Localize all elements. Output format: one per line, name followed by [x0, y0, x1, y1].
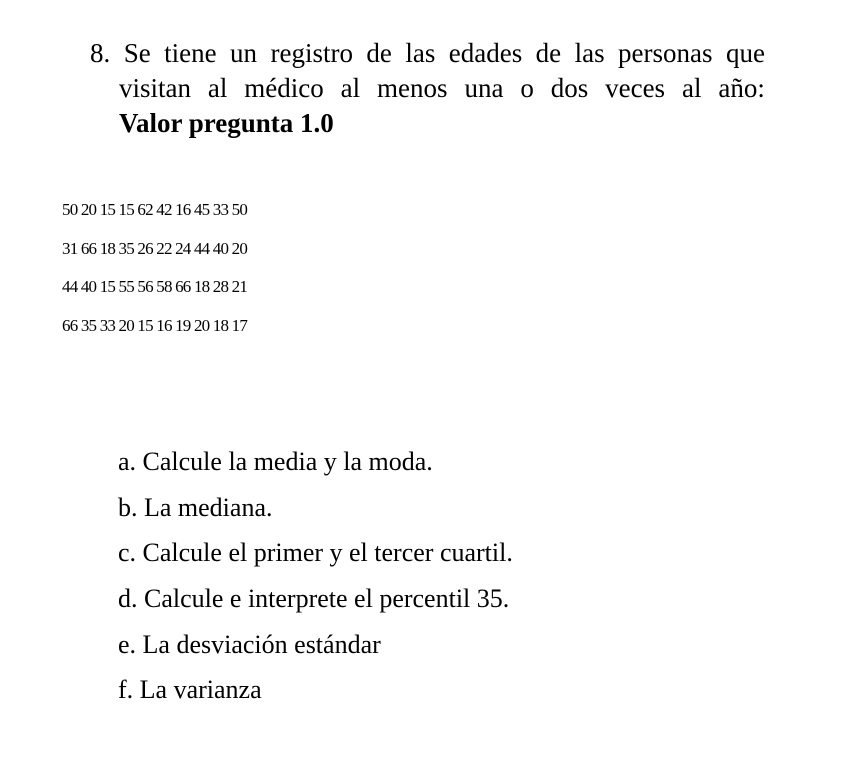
sub-question-a: a. Calcule la media y la moda.: [118, 447, 433, 476]
question-word: de: [535, 38, 562, 68]
question-word: las: [574, 38, 605, 68]
question-number: 8.: [90, 38, 111, 68]
question-word: visitan: [119, 73, 191, 103]
question-word: que: [725, 38, 765, 68]
sub-question-f: f. La varianza: [118, 675, 262, 705]
question-word: al: [340, 73, 361, 103]
question-block: [90, 36, 765, 141]
ages-data-list: [62, 200, 247, 354]
sub-question-b: b. La mediana.: [118, 492, 273, 522]
question-word: año:: [718, 73, 765, 103]
question-word: las: [405, 38, 436, 68]
ages-data-row: 50 20 15 15 62 42 16 45 33 50: [62, 200, 248, 219]
question-word: dos: [550, 73, 589, 103]
question-line-1: [90, 36, 765, 71]
question-word: de: [366, 38, 392, 68]
question-word: una: [464, 73, 504, 103]
question-word: tiene: [164, 38, 217, 68]
question-word: Se: [123, 38, 151, 68]
question-word: un: [230, 38, 258, 68]
sub-question-d: d. Calcule e interprete el percentil 35.: [118, 584, 510, 614]
question-word: personas: [618, 38, 713, 68]
question-word: registro: [270, 38, 353, 68]
question-word: al: [207, 73, 228, 103]
question-line-2: [90, 71, 765, 106]
question-value-label: Valor pregunta 1.0: [119, 108, 334, 138]
sub-questions-list: [118, 446, 513, 720]
sub-question-c: c. Calcule el primer y el tercer cuartil.: [118, 538, 513, 568]
question-word: veces: [605, 73, 666, 103]
question-word: edades: [448, 38, 523, 68]
question-word: médico: [244, 73, 324, 103]
question-word: al: [681, 73, 702, 103]
question-word: menos: [377, 73, 448, 103]
ages-data-row: 44 40 15 55 56 58 66 18 28 21: [62, 277, 248, 296]
sub-question-e: e. La desviación estándar: [118, 629, 381, 659]
ages-data-row: 66 35 33 20 15 16 19 20 18 17: [62, 315, 248, 335]
question-word: o: [520, 73, 534, 103]
ages-data-row: 31 66 18 35 26 22 24 44 40 20: [62, 238, 248, 258]
